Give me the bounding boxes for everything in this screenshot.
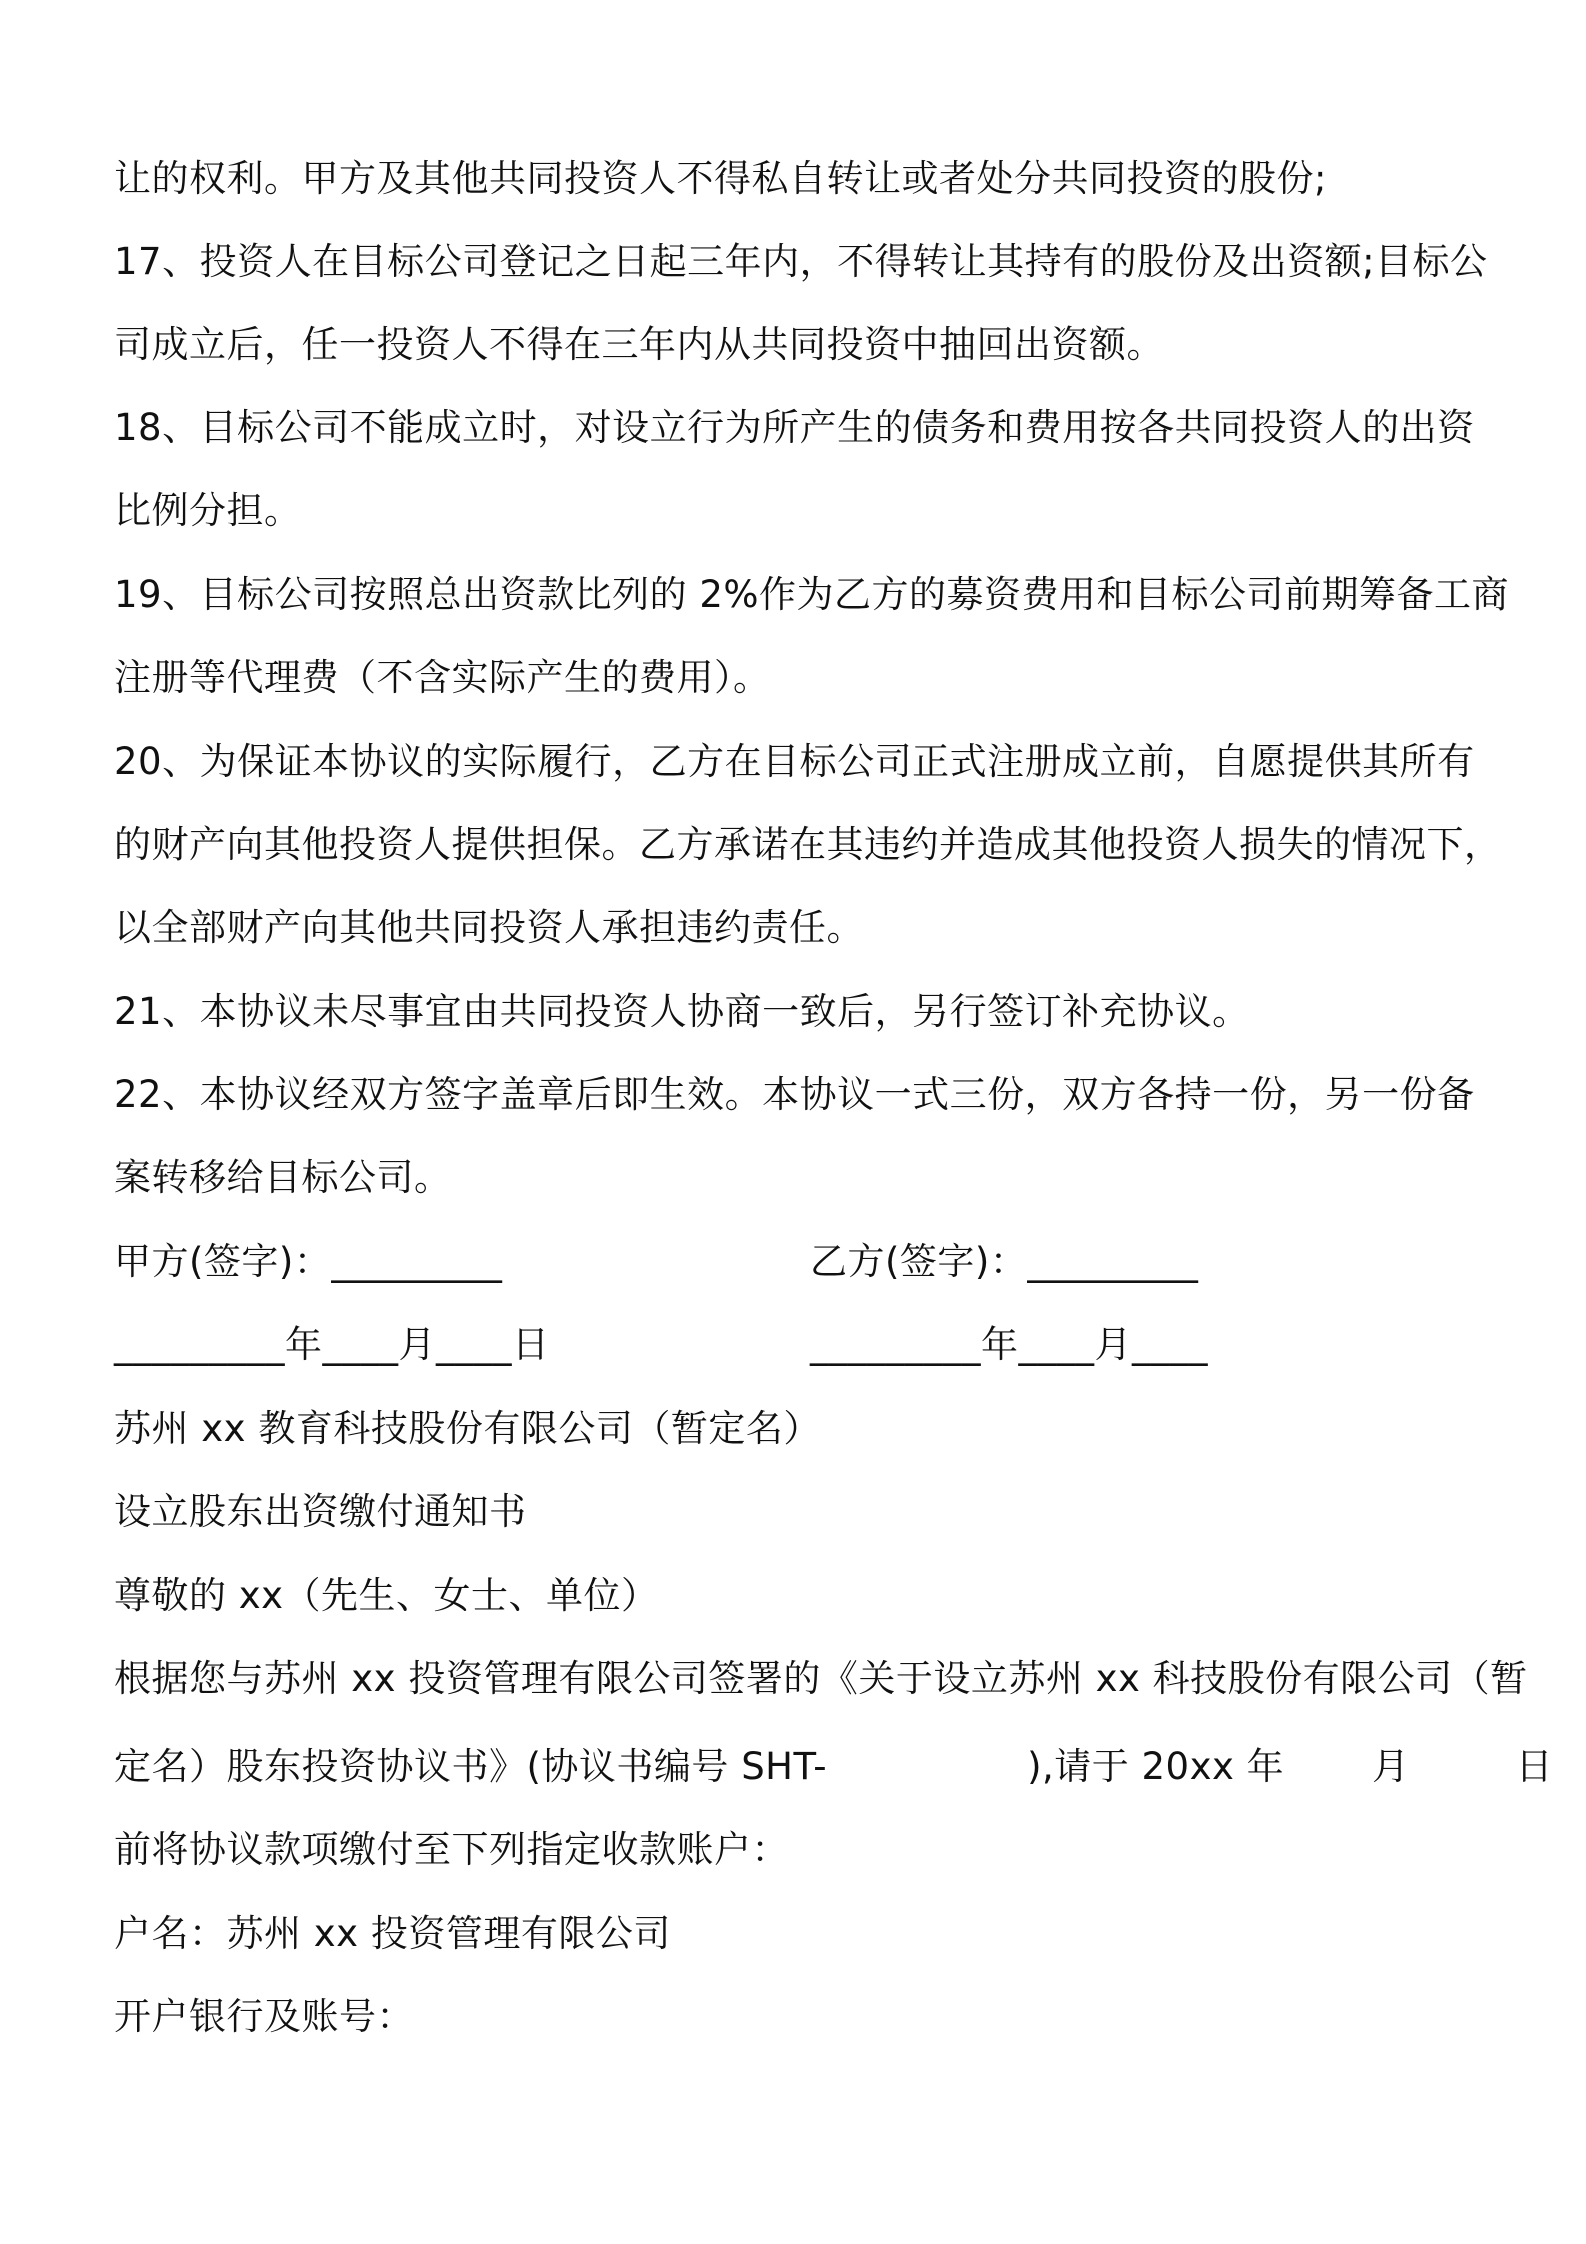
notice-body-line: 前将协议款项缴付至下列指定收款账户：	[114, 1828, 789, 1871]
bank-account-label: 开户银行及账号：	[114, 1995, 414, 2038]
notice-title: 设立股东出资缴付通知书	[114, 1490, 527, 1533]
salutation: 尊敬的 xx（先生、女士、单位）	[114, 1574, 659, 1617]
party-a-date: _________年____月____日	[114, 1323, 550, 1366]
text-line: 注册等代理费（不含实际产生的费用）。	[114, 656, 771, 699]
clause-20: 20、为保证本协议的实际履行，乙方在目标公司正式注册成立前，自愿提供其所有	[114, 740, 1475, 783]
account-name: 户名：苏州 xx 投资管理有限公司	[114, 1912, 671, 1955]
clause-18: 18、目标公司不能成立时，对设立行为所产生的债务和费用按各共同投资人的出资	[114, 406, 1475, 449]
clause-19: 19、目标公司按照总出资款比列的 2%作为乙方的募资费用和目标公司前期筹备工商	[114, 573, 1510, 616]
party-b-signature: 乙方(签字)：_________	[810, 1240, 1199, 1283]
text-line: 案转移给目标公司。	[114, 1156, 452, 1199]
text-line: 比例分担。	[114, 489, 302, 532]
clause-17: 17、投资人在目标公司登记之日起三年内，不得转让其持有的股份及出资额;目标公	[114, 240, 1488, 283]
clause-21: 21、本协议未尽事宜由共同投资人协商一致后，另行签订补充协议。	[114, 990, 1250, 1033]
company-name: 苏州 xx 教育科技股份有限公司（暂定名）	[114, 1407, 821, 1450]
day-label: 日	[1515, 1745, 1554, 1788]
payment-year-text: ),请于 20xx 年	[1027, 1745, 1285, 1788]
text-line: 让的权利。甲方及其他共同投资人不得私自转让或者处分共同投资的股份;	[114, 157, 1327, 200]
party-b-date: _________年____月____	[810, 1323, 1208, 1366]
text-line: 司成立后，任一投资人不得在三年内从共同投资中抽回出资额。	[114, 323, 1164, 366]
text-line: 以全部财产向其他共同投资人承担违约责任。	[114, 906, 864, 949]
text-line: 的财产向其他投资人提供担保。乙方承诺在其违约并造成其他投资人损失的情况下，	[114, 823, 1502, 866]
notice-body-line	[114, 1743, 1553, 1791]
clause-22: 22、本协议经双方签字盖章后即生效。本协议一式三份，双方各持一份，另一份备	[114, 1073, 1475, 1116]
party-a-signature: 甲方(签字)：_________	[114, 1240, 503, 1283]
notice-body-line: 根据您与苏州 xx 投资管理有限公司签署的《关于设立苏州 xx 科技股份有限公司（暂	[114, 1657, 1528, 1700]
agreement-number-text: 定名）股东投资协议书》(协议书编号 SHT-	[114, 1745, 828, 1788]
month-label: 月	[1372, 1745, 1410, 1788]
